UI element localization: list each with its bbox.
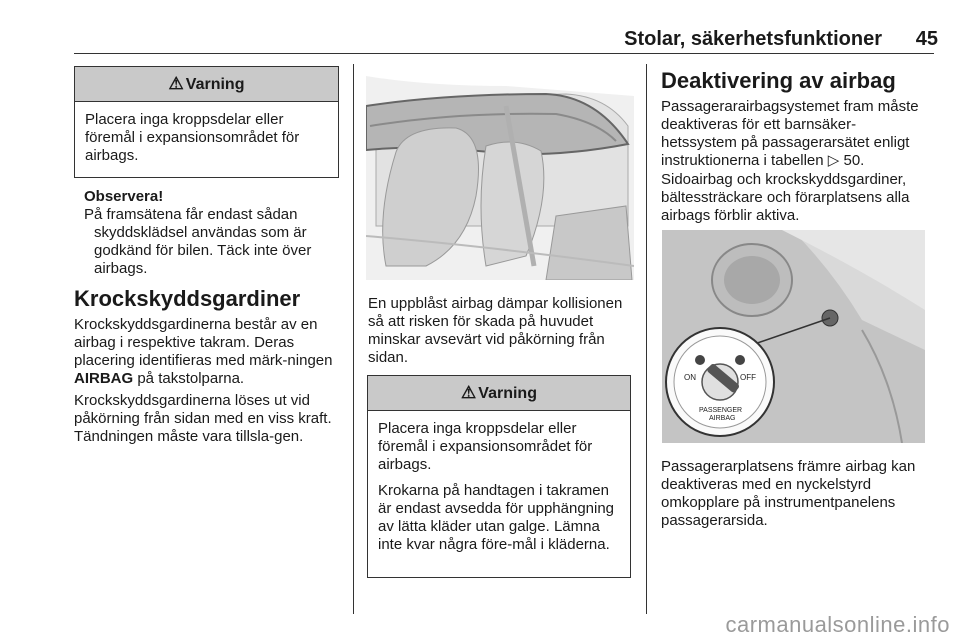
paragraph-deactivation — [661, 98, 931, 170]
airbag-key-switch-illustration — [662, 230, 925, 443]
paragraph-1 — [74, 316, 342, 388]
page-reference: 50. — [843, 152, 865, 169]
page-number: 45 — [915, 28, 938, 50]
paragraph-2: Krockskyddsgardinerna löses ut vid påkörning från sidan med en viss kraft. Tändningen måste vara tillsla-gen. — [74, 392, 332, 445]
header-rule — [74, 53, 934, 54]
running-header-title: Stolar, säkerhetsfunktioner — [624, 28, 882, 50]
warning-triangle-icon: ⚠ — [461, 383, 477, 402]
column-divider-1 — [353, 64, 354, 614]
switch-on-label: ON — [684, 373, 696, 382]
paragraph-text: Passagerarairbagsystemet fram måste deaktiveras för ett barnsäker-hetssystem på passagerarsätet enligt instruktionerna i tabellen — [661, 98, 919, 169]
airbag-marking: AIRBAG — [74, 370, 134, 387]
paragraph-text: Krockskyddsgardinerna består av en airbag i respektive takram. Deras placering identifieras med märk-ningen — [74, 316, 333, 369]
switch-airbag-label: AIRBAG — [709, 415, 736, 422]
image-caption-1: En uppblåst airbag dämpar kollisionen så att risken för skada på huvudet minskar avsevärt vid påkörning från sidan. — [368, 295, 623, 366]
warning-body — [368, 411, 630, 563]
note-line: godkänd för bilen. Täck inte över — [94, 242, 312, 259]
switch-off-label: OFF — [740, 373, 756, 382]
image-caption-2: Passagerarplatsens främre airbag kan deaktiveras med en nyckelstyrd omkopplare på instrumentpanelens passagerarsida. — [661, 458, 916, 529]
warning-text: Placera inga kroppsdelar eller föremål i expansionsområdet för airbags. — [85, 111, 300, 164]
note-line: På framsätena får endast sådan — [84, 206, 298, 223]
page-reference-icon: ▷ — [827, 152, 840, 169]
warning-text: Placera inga kroppsdelar eller föremål i expansionsområdet för airbags. — [378, 420, 593, 473]
note-block — [84, 188, 344, 278]
warning-box-2 — [367, 375, 631, 578]
warning-header — [75, 67, 338, 102]
warning-body — [75, 102, 338, 174]
section-heading-deactivation: Deaktivering av airbag — [661, 68, 896, 93]
column-divider-2 — [646, 64, 647, 614]
warning-header — [368, 376, 630, 411]
section-heading-curtain-airbags: Krockskyddsgardiner — [74, 286, 301, 311]
warning-title: Varning — [478, 385, 537, 402]
warning-title: Varning — [185, 76, 245, 93]
curtain-airbag-illustration — [366, 66, 634, 280]
paragraph-text: på takstolparna. — [133, 370, 245, 387]
note-line: airbags. — [94, 260, 148, 277]
note-line: skyddsklädsel användas som är — [94, 224, 307, 241]
warning-box-1 — [74, 66, 339, 178]
footer-watermark: carmanualsonline.info — [725, 612, 950, 637]
switch-passenger-label: PASSENGER — [699, 407, 743, 414]
paragraph-side-airbags: Sidoairbag och krockskyddsgardiner, bältessträckare och förarplatsens alla airbags förblir aktiva. — [661, 171, 910, 224]
warning-triangle-icon: ⚠ — [168, 74, 184, 93]
warning-text: Krokarna på handtagen i takramen är endast avsedda för upphängning av lätta kläder utan galge. Lämna inte kvar några före-mål i kläderna. — [378, 482, 615, 553]
note-title: Observera! — [84, 188, 164, 205]
